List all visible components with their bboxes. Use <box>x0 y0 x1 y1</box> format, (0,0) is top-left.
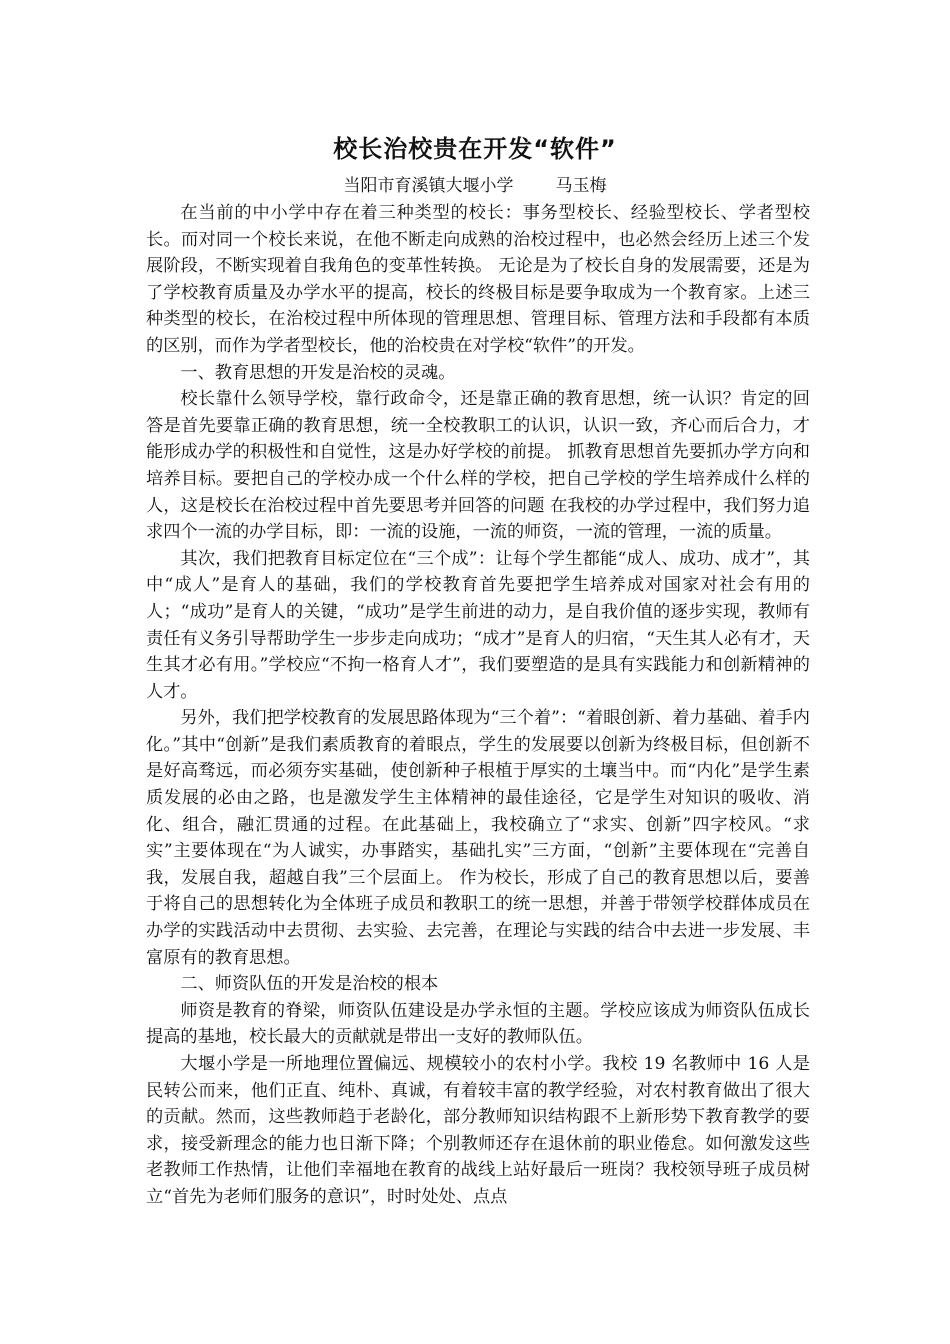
section-heading-2: 二、师资队伍的开发是治校的根本 <box>180 974 439 995</box>
document-body <box>146 200 810 1211</box>
paragraph: 其次，我们把教育目标定位在“三个成”：让每个学生都能“成人、成功、成才”，其中“成人”是育人的基础，我们的学校教育首先要把学生培养成对国家对社会有用的人；“成功”是育人的关键，“成功”是学生前进的动力，是自我价值的逐步实现，教师有责任有义务引导帮助学生一步步走向成功；“成才”是育人的归宿，“天生其人必有才，天生其才必有用。”学校应“不拘一格育人才”，我们要塑造的是具有实践能力和创新精神的人才。 <box>146 548 810 702</box>
paragraph: 另外，我们把学校教育的发展思路体现为“三个着”：“着眼创新、着力基础、着手内化。”其中“创新”是我们素质教育的着眼点，学生的发展要以创新为终极目标，但创新不是好高骛远，而必须夯实基础，使创新种子根植于厚实的土壤当中。而“内化”是学生素质发展的必由之路，也是激发学生主体精神的最佳途径，它是学生对知识的吸收、消化、组合，融汇贯通的过程。在此基础上，我校确立了“求实、创新”四字校风。“求实”主要体现在“为人诚实，办事踏实，基础扎实”三方面，“创新”主要体现在“完善自我，发展自我，超越自我”三个层面上。 作为校长，形成了自己的教育思想以后，要善于将自己的思想转化为全体班子成员和教职工的统一思想，并善于带领学校群体成员在办学的实践活动中去贯彻、去实验、去完善，在理论与实践的结合中去进一步发展、丰富原有的教育思想。 <box>146 708 810 968</box>
paragraph: 大堰小学是一所地理位置偏远、规模较小的农村小学。我校 19 名教师中 16 人是民转公而来，他们正直、纯朴、真诚，有着较丰富的教学经验，对农村教育做出了很大的贡献。然而，这些教师趋于老龄化，部分教师知识结构跟不上新形势下教育教学的要求，接受新理念的能力也日渐下降；个别教师还存在退休前的职业倦怠。如何激发这些老教师工作热情，让他们幸福地在教育的战线上站好最后一班岗？我校领导班子成员树立“首先为老师们服务的意识”，时时处处、点点 <box>146 1054 810 1207</box>
paragraph: 师资是教育的脊梁，师资队伍建设是办学永恒的主题。学校应该成为师资队伍成长提高的基地，校长最大的贡献就是带出一支好的教师队伍。 <box>146 1000 810 1048</box>
byline <box>0 174 950 198</box>
author-name: 马玉梅 <box>555 176 607 196</box>
school-name: 当阳市育溪镇大堰小学 <box>343 176 514 196</box>
document-title: 校长治校贵在开发“软件” <box>333 135 617 163</box>
section-heading-1: 一、教育思想的开发是治校的灵魂。 <box>180 362 456 383</box>
paragraph: 校长靠什么领导学校，靠行政命令，还是靠正确的教育思想，统一认识？肯定的回答是首先要靠正确的教育思想，统一全校教职工的认识，认识一致，齐心而后合力，才能形成办学的积极性和自觉性，这是办好学校的前提。 抓教育思想首先要抓办学方向和培养目标。要把自己的学校办成一个什么样的学校，把自己学校的学生培养成什么样的人，这是校长在治校过程中首先要思考并回答的问题 在我校的办学过程中，我们努力追求四个一流的办学目标，即：一流的设施，一流的师资，一流的管理，一流的质量。 <box>146 389 810 543</box>
paragraph-intro: 在当前的中小学中存在着三种类型的校长：事务型校长、经验型校长、学者型校长。而对同一个校长来说，在他不断走向成熟的治校过程中，也必然会经历上述三个发展阶段，不断实现着自我角色的变革性转换。 无论是为了校长自身的发展需要，还是为了学校教育质量及办学水平的提高，校长的终极目标是要争取成为一个教育家。上述三种类型的校长，在治校过程中所体现的管理思想、管理目标、管理方法和手段都有本质的区别，而作为学者型校长，他的治校贵在对学校“软件”的开发。 <box>146 203 810 356</box>
